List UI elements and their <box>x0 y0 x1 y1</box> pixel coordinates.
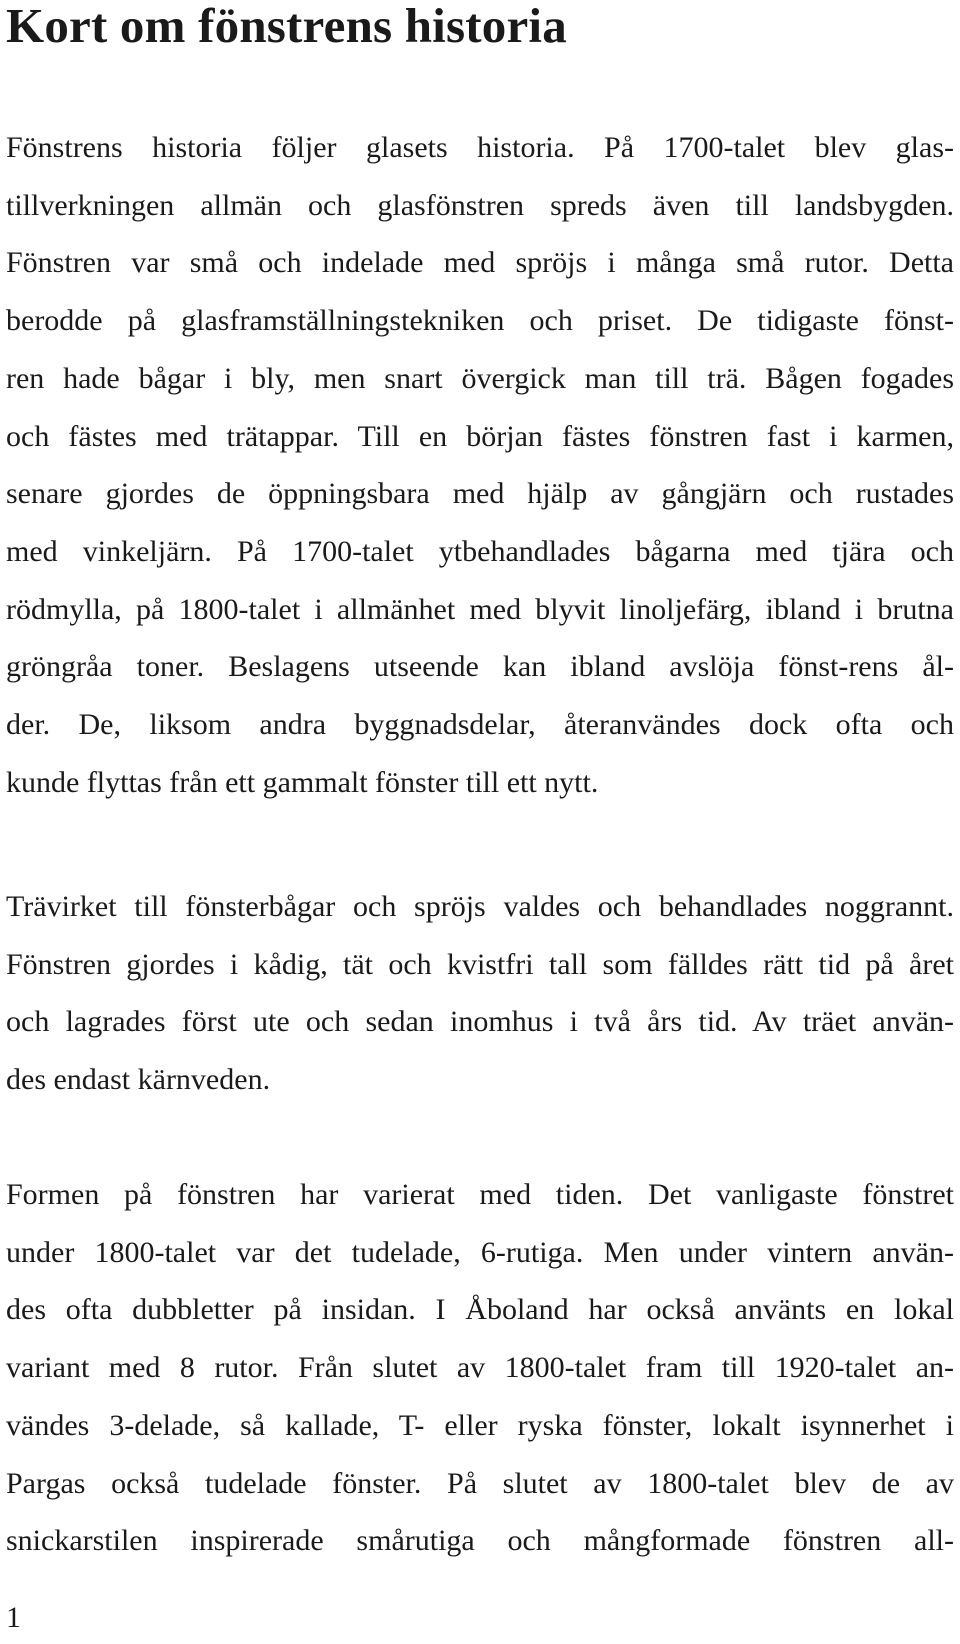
text-line: des endast kärnveden. <box>6 1063 271 1097</box>
text-line: rödmylla, på 1800-talet i allmänhet med blyvit linoljefärg, ibland i brutna <box>6 592 954 626</box>
text-line: des ofta dubbletter på insidan. I Åboland har också använts en lokal <box>6 1293 954 1327</box>
text-line: variant med 8 rutor. Från slutet av 1800-talet fram till 1920-talet an- <box>6 1351 954 1385</box>
page-title: Kort om fönstrens historia <box>6 0 567 53</box>
text-line: under 1800-talet var det tudelade, 6-rutiga. Men under vintern använ- <box>6 1235 954 1269</box>
text-line: Pargas också tudelade fönster. På slutet av 1800-talet blev de av <box>6 1466 954 1500</box>
text-line: Fönstren gjordes i kådig, tät och kvistfri tall som fälldes rätt tid på året <box>6 947 954 981</box>
text-line: tillverkningen allmän och glasfönstren spreds även till landsbygden. <box>6 188 954 222</box>
text-line: med vinkeljärn. På 1700-talet ytbehandlades bågarna med tjära och <box>6 534 954 568</box>
text-line: snickarstilen inspirerade smårutiga och mångformade fönstren all- <box>6 1524 954 1558</box>
text-line: vändes 3-delade, så kallade, T- eller ryska fönster, lokalt isynnerhet i <box>6 1408 954 1442</box>
text-line: kunde flyttas från ett gammalt fönster till ett nytt. <box>6 765 599 799</box>
text-line: och fästes med trätappar. Till en början fästes fönstren fast i karmen, <box>6 419 954 453</box>
text-line: ren hade bågar i bly, men snart övergick man till trä. Bågen fogades <box>6 361 954 395</box>
paragraph-history <box>6 119 954 811</box>
paragraph-form <box>6 1166 954 1570</box>
text-line: berodde på glasframställningstekniken och priset. De tidigaste fönst- <box>6 304 954 338</box>
text-line: senare gjordes de öppningsbara med hjälp av gångjärn och rustades <box>6 477 954 511</box>
text-line: och lagrades först ute och sedan inomhus i två års tid. Av träet använ- <box>6 1005 954 1039</box>
text-line: Formen på fönstren har varierat med tiden. Det vanligaste fönstret <box>6 1178 954 1211</box>
text-line: Fönstrens historia följer glasets historia. På 1700-talet blev glas- <box>6 131 954 164</box>
text-line: gröngråa toner. Beslagens utseende kan ibland avslöja fönst-rens ål- <box>6 650 954 684</box>
text-line: Fönstren var små och indelade med spröjs i många små rutor. Detta <box>6 246 954 280</box>
text-line: der. De, liksom andra byggnadsdelar, återanvändes dock ofta och <box>6 708 954 742</box>
text-line: Trävirket till fönsterbågar och spröjs valdes och behandlades noggrannt. <box>6 890 954 923</box>
paragraph-timber <box>6 878 954 1109</box>
page-number: 1 <box>6 1601 21 1634</box>
